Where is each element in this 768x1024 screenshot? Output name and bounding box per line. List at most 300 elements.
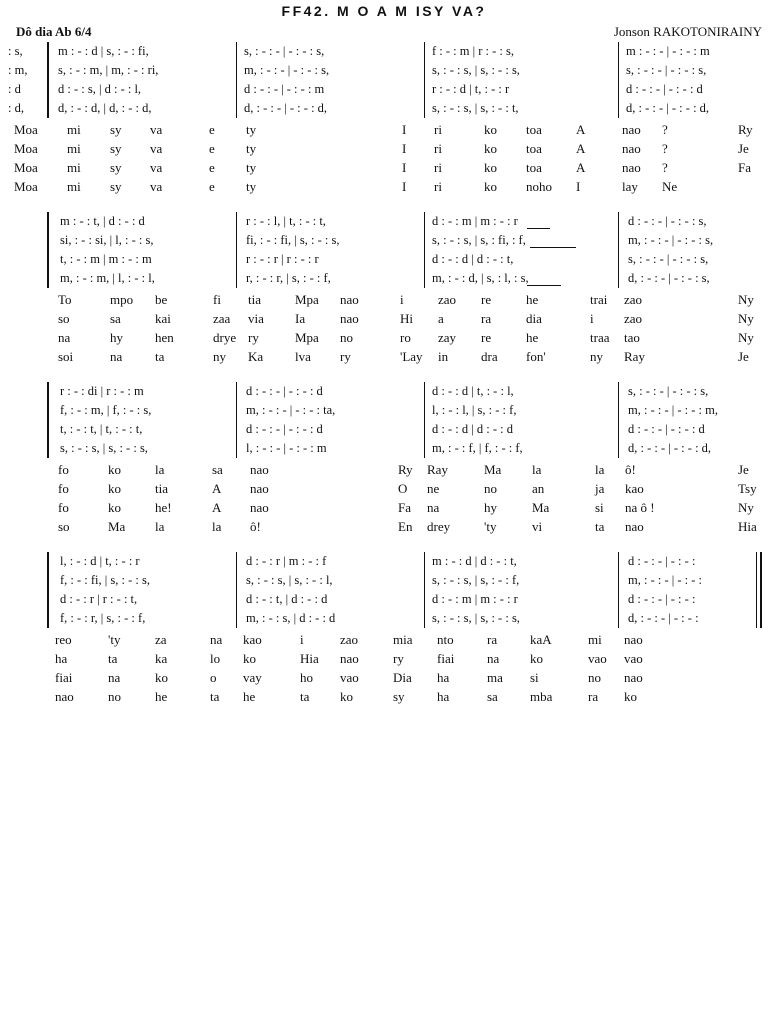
lyric-syllable: soi — [58, 349, 74, 364]
measure-notes: f, : - : fi, | s, : - : s, — [60, 573, 150, 587]
measure-notes: t, : - : t, | t, : - : t, — [60, 422, 143, 436]
lyric-syllable: nto — [437, 632, 454, 647]
lyric-syllable: Moa — [14, 160, 38, 175]
lyric-syllable: ha — [437, 689, 450, 704]
bar-line — [424, 212, 425, 288]
bar-line — [618, 42, 619, 118]
lyric-syllable: ô! — [625, 462, 636, 477]
measure-notes: r : - : di | r : - : m — [60, 384, 144, 398]
lyric-syllable: ko — [108, 481, 121, 496]
measure-notes: m : - : - | - : - : m — [626, 44, 710, 58]
lyric-syllable: sy — [110, 141, 122, 156]
lyric-syllable: ri — [434, 160, 442, 175]
lyric-syllable: i — [590, 311, 594, 326]
lyric-syllable: ko — [484, 141, 497, 156]
lyric-syllable: hy — [110, 330, 123, 345]
measure-notes: s, : - : s, | s, : - : s, — [60, 441, 148, 455]
voice-row-4 — [0, 439, 768, 458]
lyric-syllable: nao — [340, 311, 359, 326]
lyric-syllable: sy — [110, 160, 122, 175]
measure-notes: s, : - : - | - : - : s, — [628, 252, 709, 266]
measure-notes: f : - : m | r : - : s, — [432, 44, 515, 58]
lyric-syllable: a — [438, 311, 444, 326]
lyric-syllable: ry — [248, 330, 259, 345]
measure-notes: m : - : d | d : - : t, — [432, 554, 517, 568]
lyric-syllable: e — [209, 179, 215, 194]
lyric-syllable: na — [58, 330, 71, 345]
lyric-syllable: la — [212, 519, 222, 534]
measure-notes: l, : - : l, | s, : - : f, — [432, 403, 517, 417]
lyric-syllable: Ny — [738, 500, 754, 515]
lyric-syllable: nao — [622, 160, 641, 175]
voice-row-4 — [0, 99, 768, 118]
lyric-syllable: Fa — [738, 160, 751, 175]
lyric-syllable: mba — [530, 689, 553, 704]
lyric-syllable: he — [526, 292, 539, 307]
measure-notes: m, : - : s, | d : - : d — [246, 611, 336, 625]
bar-line — [618, 382, 619, 458]
lyric-syllable: mi — [67, 160, 81, 175]
lyric-syllable: Je — [738, 141, 749, 156]
lyric-syllable: fi — [213, 292, 221, 307]
bar-line — [47, 552, 49, 628]
lyric-syllable: Ry — [738, 122, 753, 137]
lyric-syllable: e — [209, 141, 215, 156]
lyric-verse-1 — [0, 630, 768, 649]
lyric-syllable: Ny — [738, 292, 754, 307]
measure-notes: d, : - : - | - : - : s, — [628, 271, 710, 285]
lyric-verse-2 — [0, 309, 768, 328]
lyric-syllable: ko — [155, 670, 168, 685]
slur-underline — [533, 285, 561, 286]
lyric-syllable: Ray — [624, 349, 645, 364]
lyric-syllable: nao — [250, 481, 269, 496]
lyric-syllable: mia — [393, 632, 413, 647]
lyric-syllable: ta — [155, 349, 165, 364]
lyric-syllable: fiai — [55, 670, 73, 685]
lyric-syllable: no — [588, 670, 601, 685]
bar-line — [47, 42, 49, 118]
lyric-syllable: va — [150, 141, 163, 156]
lyric-syllable: la — [155, 519, 165, 534]
lyric-syllable: ko — [108, 462, 121, 477]
measure-notes: m, : - : - | - : - : — [628, 573, 703, 587]
lyric-syllable: I — [576, 179, 581, 194]
measure-notes: d : - : r | r : - : t, — [60, 592, 138, 606]
lyric-syllable: in — [438, 349, 449, 364]
lyric-syllable: Dia — [393, 670, 412, 685]
voice-row-2 — [0, 401, 768, 420]
lyric-syllable: si — [595, 500, 604, 515]
lyric-syllable: ho — [300, 670, 313, 685]
lyric-syllable: Ia — [295, 311, 306, 326]
lyric-syllable: trai — [590, 292, 608, 307]
lyric-syllable: nao — [622, 122, 641, 137]
voice-row-2 — [0, 61, 768, 80]
measure-notes: m, : - : f, | f, : - : f, — [432, 441, 523, 455]
key-signature: Dô dia Ab 6/4 — [16, 24, 92, 39]
composer-name: Jonson RAKOTONIRAINY — [613, 24, 762, 39]
lyric-syllable: dia — [526, 311, 542, 326]
lyric-syllable: zao — [624, 292, 643, 307]
lyric-verse-3 — [0, 158, 768, 177]
measure-notes: r : - : l, | t, : - : t, — [246, 214, 326, 228]
measure-notes: d : - : - | - : - : d — [246, 384, 323, 398]
lyric-syllable: re — [481, 330, 492, 345]
measure-notes: d : - : d | t, : - : l, — [432, 384, 514, 398]
lyric-syllable: va — [150, 179, 163, 194]
voice-row-3 — [0, 250, 768, 269]
final-bar-line — [756, 552, 757, 628]
lyric-syllable: ? — [662, 160, 668, 175]
bar-line — [618, 212, 619, 288]
lyric-syllable: ne — [427, 481, 440, 496]
measure-notes: m, : - : - | - : - : s, — [244, 63, 330, 77]
measure-notes: d : - : m | m : - : r — [432, 214, 518, 228]
measure-notes: s, : - : m, | m, : - : ri, — [58, 63, 159, 77]
lyric-verse-4 — [0, 177, 768, 196]
measure-notes: l, : - : - | - : - : m — [246, 441, 327, 455]
lyric-syllable: Ray — [427, 462, 448, 477]
lyric-syllable: 'Lay — [400, 349, 423, 364]
slur-underline — [530, 247, 576, 248]
lyric-verse-3 — [0, 668, 768, 687]
lyric-syllable: Je — [738, 349, 749, 364]
lyric-syllable: re — [481, 292, 492, 307]
lyric-syllable: ty — [246, 179, 257, 194]
measure-notes: s, : - : s, | s, : - : t, — [432, 101, 519, 115]
lyric-syllable: he — [243, 689, 256, 704]
lyric-syllable: vao — [340, 670, 359, 685]
lyric-syllable: vay — [243, 670, 262, 685]
lyric-verse-4 — [0, 517, 768, 536]
lyric-syllable: mi — [67, 179, 81, 194]
measure-notes: d, : - : - | - : - : d, — [626, 101, 710, 115]
measure-notes: d, : - : - | - : - : d, — [244, 101, 328, 115]
slur-underline — [527, 228, 550, 229]
measure-notes: d : - : - | - : - : — [628, 592, 696, 606]
lyric-syllable: ? — [662, 141, 668, 156]
lyric-syllable: Mpa — [295, 330, 319, 345]
lyric-syllable: nao — [340, 651, 359, 666]
lyric-syllable: vao — [588, 651, 607, 666]
lyric-verse-4 — [0, 347, 768, 366]
lyric-syllable: ny — [590, 349, 603, 364]
bar-line — [236, 212, 237, 288]
lyric-verse-1 — [0, 290, 768, 309]
lyric-syllable: hen — [155, 330, 174, 345]
lyric-syllable: ta — [210, 689, 220, 704]
measure-notes: m, : - : m, | l, : - : l, — [60, 271, 155, 285]
measure-notes: d : - : - | - : - : — [628, 554, 696, 568]
lyric-syllable: ri — [434, 141, 442, 156]
lyric-syllable: traa — [590, 330, 610, 345]
lyric-verse-2 — [0, 649, 768, 668]
voice-row-1 — [0, 212, 768, 231]
lyric-syllable: ko — [484, 122, 497, 137]
voice-row-2 — [0, 571, 768, 590]
measure-notes: d : - : r | m : - : f — [246, 554, 327, 568]
lyric-syllable: mi — [67, 141, 81, 156]
lyric-verse-1 — [0, 120, 768, 139]
lyric-syllable: zaa — [213, 311, 231, 326]
lyric-syllable: A — [576, 141, 586, 156]
voice-row-3 — [0, 420, 768, 439]
measure-notes: : d, — [8, 101, 24, 115]
lyric-syllable: I — [402, 179, 407, 194]
lyric-syllable: ko — [243, 651, 256, 666]
lyric-syllable: fo — [58, 500, 69, 515]
measure-notes: t, : - : m | m : - : m — [60, 252, 152, 266]
lyric-syllable: drye — [213, 330, 237, 345]
lyric-syllable: la — [595, 462, 605, 477]
bar-line — [424, 382, 425, 458]
lyric-syllable: he — [155, 689, 168, 704]
voice-row-3 — [0, 590, 768, 609]
lyric-syllable: mi — [588, 632, 602, 647]
lyric-syllable: ry — [340, 349, 351, 364]
measure-notes: m : - : d | s, : - : fi, — [58, 44, 149, 58]
lyric-syllable: Ma — [484, 462, 502, 477]
measure-notes: d, : - : - | - : - : d, — [628, 441, 712, 455]
lyric-verse-2 — [0, 139, 768, 158]
lyric-syllable: Ma — [532, 500, 550, 515]
lyric-syllable: nao — [250, 462, 269, 477]
measure-notes: d : - : - | - : - : d — [246, 422, 323, 436]
lyric-syllable: ta — [108, 651, 118, 666]
lyric-syllable: na — [210, 632, 223, 647]
lyric-syllable: ry — [393, 651, 404, 666]
measure-notes: : m, — [8, 63, 28, 77]
measure-notes: d : - : d | d : - : t, — [432, 252, 514, 266]
measure-notes: f, : - : r, | s, : - : f, — [60, 611, 146, 625]
voice-row-4 — [0, 269, 768, 288]
lyric-syllable: Moa — [14, 141, 38, 156]
lyric-syllable: ri — [434, 122, 442, 137]
lyric-syllable: no — [108, 689, 121, 704]
lyric-syllable: 'ty — [108, 632, 121, 647]
lyric-syllable: toa — [526, 141, 542, 156]
lyric-syllable: na — [110, 349, 123, 364]
measure-notes: d : - : - | - : - : d — [628, 422, 705, 436]
lyric-syllable: va — [150, 160, 163, 175]
lyric-syllable: ko — [108, 500, 121, 515]
lyric-syllable: noho — [526, 179, 552, 194]
measure-notes: d : - : - | - : - : m — [244, 82, 325, 96]
measure-notes: : s, — [8, 44, 23, 58]
lyric-syllable: lay — [622, 179, 638, 194]
lyric-syllable: hy — [484, 500, 497, 515]
lyric-syllable: A — [212, 500, 222, 515]
lyric-syllable: ha — [437, 670, 450, 685]
bar-line — [424, 552, 425, 628]
measure-notes: d, : - : d, | d, : - : d, — [58, 101, 152, 115]
final-bar-line — [760, 552, 762, 628]
bar-line — [424, 42, 425, 118]
lyric-syllable: Ma — [108, 519, 126, 534]
lyric-syllable: ma — [487, 670, 503, 685]
voice-row-2 — [0, 231, 768, 250]
lyric-syllable: reo — [55, 632, 72, 647]
lyric-syllable: he — [526, 330, 539, 345]
measure-notes: r : - : d | t, : - : r — [432, 82, 510, 96]
lyric-syllable: tia — [248, 292, 261, 307]
lyric-syllable: o — [210, 670, 217, 685]
lyric-syllable: Hia — [738, 519, 757, 534]
lyric-syllable: Tsy — [738, 481, 757, 496]
measure-notes: s, : - : - | - : - : s, — [626, 63, 707, 77]
lyric-syllable: ko — [484, 179, 497, 194]
lyric-syllable: 'ty — [484, 519, 497, 534]
lyric-syllable: sy — [110, 122, 122, 137]
lyric-syllable: ta — [300, 689, 310, 704]
measure-notes: d, : - : - | - : - : — [628, 611, 699, 625]
lyric-syllable: dra — [481, 349, 498, 364]
lyric-syllable: i — [300, 632, 304, 647]
bar-line — [618, 552, 619, 628]
lyric-syllable: na — [108, 670, 121, 685]
lyric-syllable: fon' — [526, 349, 546, 364]
lyric-syllable: i — [400, 292, 404, 307]
lyric-syllable: A — [576, 122, 586, 137]
lyric-syllable: na ô ! — [625, 500, 655, 515]
lyric-verse-4 — [0, 687, 768, 706]
lyric-syllable: vao — [624, 651, 643, 666]
lyric-syllable: si — [530, 670, 539, 685]
lyric-syllable: ko — [484, 160, 497, 175]
lyric-syllable: Je — [738, 462, 749, 477]
measure-notes: m, : - : - | - : - : m, — [628, 403, 718, 417]
measure-notes: d : - : s, | d : - : l, — [58, 82, 142, 96]
voice-row-1 — [0, 42, 768, 61]
measure-notes: l, : - : d | t, : - : r — [60, 554, 140, 568]
lyric-syllable: ? — [662, 122, 668, 137]
lyric-syllable: ka — [155, 651, 168, 666]
lyric-syllable: Hi — [400, 311, 413, 326]
lyric-syllable: sa — [110, 311, 121, 326]
lyric-syllable: nao — [340, 292, 359, 307]
measure-notes: s, : - : s, | s, : - : f, — [432, 573, 520, 587]
lyric-syllable: Ne — [662, 179, 678, 194]
lyric-syllable: nao — [624, 632, 643, 647]
lyric-verse-2 — [0, 479, 768, 498]
bar-line — [236, 42, 237, 118]
lyric-syllable: za — [155, 632, 167, 647]
voice-row-1 — [0, 552, 768, 571]
lyric-syllable: ô! — [250, 519, 261, 534]
bar-line — [236, 552, 237, 628]
lyric-syllable: Hia — [300, 651, 319, 666]
lyric-syllable: nao — [55, 689, 74, 704]
lyric-syllable: ro — [400, 330, 411, 345]
lyric-syllable: na — [427, 500, 440, 515]
lyric-syllable: e — [209, 160, 215, 175]
lyric-syllable: toa — [526, 122, 542, 137]
lyric-syllable: Moa — [14, 179, 38, 194]
lyric-syllable: lva — [295, 349, 311, 364]
lyric-syllable: mpo — [110, 292, 134, 307]
lyric-syllable: zao — [438, 292, 457, 307]
lyric-syllable: ko — [624, 689, 637, 704]
lyric-syllable: via — [248, 311, 264, 326]
lyric-syllable: no — [484, 481, 497, 496]
measure-notes: d : - : t, | d : - : d — [246, 592, 328, 606]
lyric-syllable: A — [212, 481, 222, 496]
measure-notes: r, : - : r, | s, : - : f, — [246, 271, 331, 285]
song-title: FF42. M O A M ISY VA? — [281, 3, 487, 19]
lyric-syllable: be — [155, 292, 168, 307]
measure-notes: : d — [8, 82, 21, 96]
lyric-syllable: O — [398, 481, 408, 496]
lyric-syllable: I — [402, 160, 407, 175]
lyric-syllable: Fa — [398, 500, 411, 515]
lyric-syllable: ty — [246, 122, 257, 137]
bar-line — [47, 382, 49, 458]
lyric-verse-3 — [0, 498, 768, 517]
lyric-syllable: ha — [55, 651, 68, 666]
measure-notes: m, : - : - | - : - : s, — [628, 233, 714, 247]
lyric-syllable: nao — [625, 519, 644, 534]
measure-notes: m, : - : d, | s, : l, : s, — [432, 271, 529, 285]
lyric-syllable: tao — [624, 330, 640, 345]
lyric-syllable: nao — [250, 500, 269, 515]
lyric-syllable: la — [155, 462, 165, 477]
measure-notes: s, : - : s, | s, : - : s, — [432, 611, 520, 625]
lyric-syllable: ra — [481, 311, 492, 326]
lyric-syllable: zao — [340, 632, 359, 647]
lyric-syllable: mi — [67, 122, 81, 137]
lyric-syllable: Mpa — [295, 292, 319, 307]
measure-notes: fi, : - : fi, | s, : - : s, — [246, 233, 340, 247]
lyric-verse-1 — [0, 460, 768, 479]
lyric-syllable: Ka — [248, 349, 264, 364]
lyric-syllable: To — [58, 292, 72, 307]
lyric-syllable: zao — [624, 311, 643, 326]
lyric-syllable: kao — [243, 632, 262, 647]
lyric-syllable: sa — [487, 689, 498, 704]
measure-notes: si, : - : si, | l, : - : s, — [60, 233, 154, 247]
measure-notes: s, : - : - | - : - : s, — [244, 44, 325, 58]
lyric-syllable: sy — [393, 689, 405, 704]
measure-notes: d : - : - | - : - : d — [626, 82, 703, 96]
lyric-syllable: I — [402, 122, 407, 137]
lyric-syllable: ra — [588, 689, 599, 704]
lyric-syllable: e — [209, 122, 215, 137]
lyric-syllable: kao — [625, 481, 644, 496]
measure-notes: m, : - : - | - : - : ta, — [246, 403, 336, 417]
lyric-syllable: kai — [155, 311, 171, 326]
measure-notes: d : - : - | - : - : s, — [628, 214, 707, 228]
lyric-syllable: ty — [246, 141, 257, 156]
lyric-syllable: ja — [595, 481, 605, 496]
bar-line — [47, 212, 49, 288]
lyric-syllable: he! — [155, 500, 172, 515]
lyric-syllable: nao — [622, 141, 641, 156]
lyric-syllable: ko — [340, 689, 353, 704]
lyric-syllable: la — [532, 462, 542, 477]
measure-notes: s, : - : - | - : - : s, — [628, 384, 709, 398]
lyric-syllable: va — [150, 122, 163, 137]
lyric-syllable: vi — [532, 519, 543, 534]
lyric-syllable: I — [402, 141, 407, 156]
bar-line — [236, 382, 237, 458]
lyric-syllable: ty — [246, 160, 257, 175]
lyric-verse-3 — [0, 328, 768, 347]
voice-row-1 — [0, 382, 768, 401]
voice-row-4 — [0, 609, 768, 628]
voice-row-3 — [0, 80, 768, 99]
lyric-syllable: tia — [155, 481, 168, 496]
